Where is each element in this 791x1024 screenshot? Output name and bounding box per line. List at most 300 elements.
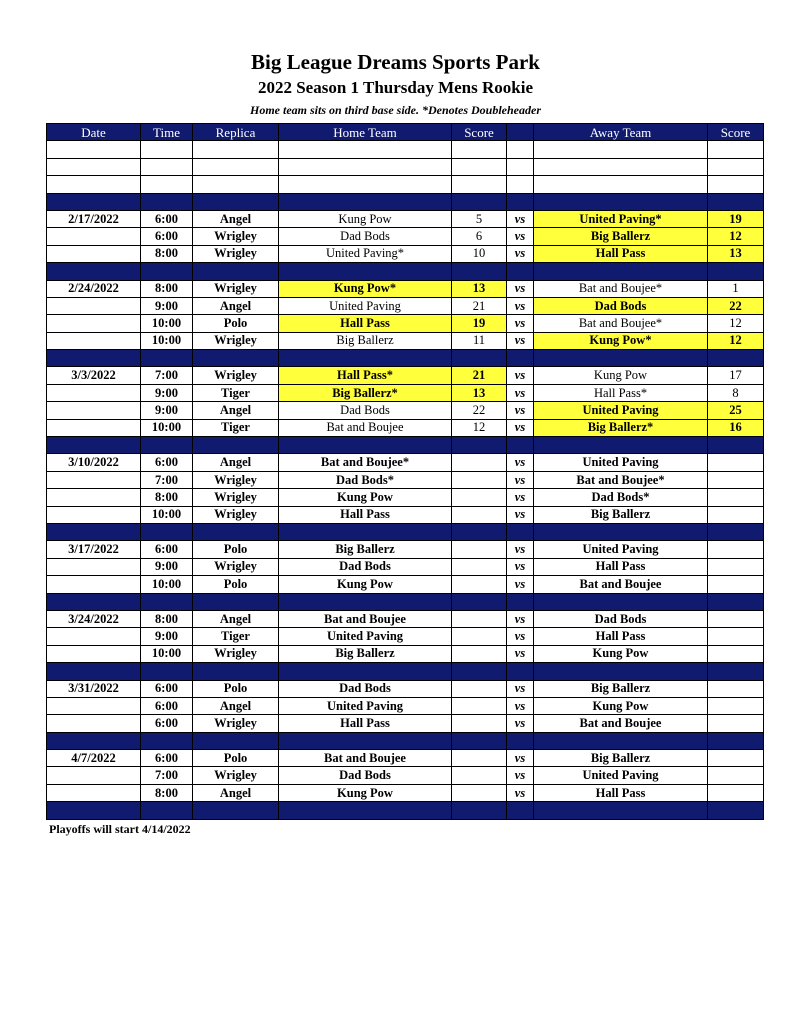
game-row bbox=[47, 750, 764, 767]
game-row bbox=[47, 332, 764, 349]
separator-cell bbox=[452, 263, 507, 280]
blank-row bbox=[47, 176, 764, 193]
vs-cell: vs bbox=[507, 628, 534, 645]
time-cell: 10:00 bbox=[141, 576, 193, 593]
time-cell: 10:00 bbox=[141, 506, 193, 523]
game-row bbox=[47, 384, 764, 401]
separator-cell bbox=[193, 350, 279, 367]
separator-cell bbox=[708, 193, 764, 210]
replica-cell: Polo bbox=[193, 315, 279, 332]
home-team-cell: Dad Bods bbox=[279, 767, 452, 784]
week-separator-row bbox=[47, 523, 764, 540]
separator-cell bbox=[141, 593, 193, 610]
separator-cell bbox=[452, 732, 507, 749]
game-row bbox=[47, 558, 764, 575]
separator-cell bbox=[708, 350, 764, 367]
week-separator-row bbox=[47, 802, 764, 819]
separator-cell bbox=[507, 732, 534, 749]
date-cell bbox=[47, 402, 141, 419]
separator-cell bbox=[507, 350, 534, 367]
vs-cell: vs bbox=[507, 454, 534, 471]
replica-cell: Wrigley bbox=[193, 245, 279, 262]
time-cell: 6:00 bbox=[141, 454, 193, 471]
away-score-cell bbox=[708, 576, 764, 593]
date-cell bbox=[47, 245, 141, 262]
blank-cell bbox=[141, 141, 193, 158]
time-cell: 6:00 bbox=[141, 715, 193, 732]
date-cell bbox=[47, 715, 141, 732]
time-cell: 9:00 bbox=[141, 558, 193, 575]
date-cell bbox=[47, 384, 141, 401]
blank-cell bbox=[708, 176, 764, 193]
time-cell: 10:00 bbox=[141, 645, 193, 662]
home-score-cell bbox=[452, 541, 507, 558]
week-separator-row bbox=[47, 193, 764, 210]
home-score-cell bbox=[452, 489, 507, 506]
vs-cell: vs bbox=[507, 228, 534, 245]
replica-cell: Wrigley bbox=[193, 506, 279, 523]
replica-cell: Wrigley bbox=[193, 489, 279, 506]
separator-cell bbox=[452, 350, 507, 367]
away-team-cell: Big Ballerz bbox=[534, 228, 708, 245]
away-team-cell: Bat and Boujee bbox=[534, 715, 708, 732]
home-team-cell: Hall Pass bbox=[279, 715, 452, 732]
away-team-cell: Kung Pow* bbox=[534, 332, 708, 349]
separator-cell bbox=[47, 263, 141, 280]
home-team-cell: Bat and Boujee* bbox=[279, 454, 452, 471]
separator-cell bbox=[534, 263, 708, 280]
time-cell: 6:00 bbox=[141, 541, 193, 558]
date-cell bbox=[47, 558, 141, 575]
blank-cell bbox=[279, 158, 452, 175]
away-team-cell: Big Ballerz bbox=[534, 750, 708, 767]
home-team-cell: Dad Bods bbox=[279, 558, 452, 575]
away-team-cell: United Paving bbox=[534, 541, 708, 558]
separator-cell bbox=[141, 193, 193, 210]
replica-cell: Polo bbox=[193, 541, 279, 558]
vs-cell: vs bbox=[507, 576, 534, 593]
replica-cell: Angel bbox=[193, 610, 279, 627]
separator-cell bbox=[47, 437, 141, 454]
away-team-cell: Hall Pass bbox=[534, 784, 708, 801]
away-team-cell: Kung Pow bbox=[534, 697, 708, 714]
vs-cell: vs bbox=[507, 280, 534, 297]
game-row bbox=[47, 228, 764, 245]
vs-cell: vs bbox=[507, 471, 534, 488]
blank-cell bbox=[708, 141, 764, 158]
away-score-cell bbox=[708, 471, 764, 488]
separator-cell bbox=[47, 593, 141, 610]
replica-cell: Angel bbox=[193, 402, 279, 419]
away-team-cell: Dad Bods* bbox=[534, 489, 708, 506]
time-cell: 10:00 bbox=[141, 315, 193, 332]
away-score-cell bbox=[708, 489, 764, 506]
separator-cell bbox=[279, 802, 452, 819]
vs-cell: vs bbox=[507, 680, 534, 697]
game-row bbox=[47, 697, 764, 714]
schedule-table bbox=[46, 123, 764, 820]
home-team-cell: Bat and Boujee bbox=[279, 610, 452, 627]
col-header-date: Date bbox=[47, 124, 141, 141]
replica-cell: Wrigley bbox=[193, 715, 279, 732]
game-row bbox=[47, 297, 764, 314]
separator-cell bbox=[279, 593, 452, 610]
away-team-cell: Hall Pass* bbox=[534, 384, 708, 401]
replica-cell: Polo bbox=[193, 750, 279, 767]
blank-cell bbox=[141, 176, 193, 193]
schedule-body bbox=[47, 141, 764, 819]
time-cell: 6:00 bbox=[141, 210, 193, 227]
separator-cell bbox=[47, 732, 141, 749]
away-score-cell: 12 bbox=[708, 315, 764, 332]
separator-cell bbox=[534, 663, 708, 680]
blank-cell bbox=[534, 141, 708, 158]
away-team-cell: Dad Bods bbox=[534, 610, 708, 627]
date-cell bbox=[47, 489, 141, 506]
game-row bbox=[47, 645, 764, 662]
replica-cell: Angel bbox=[193, 454, 279, 471]
game-row bbox=[47, 280, 764, 297]
vs-cell: vs bbox=[507, 645, 534, 662]
vs-cell: vs bbox=[507, 750, 534, 767]
schedule-note: Home team sits on third base side. *Denotes Doubleheader bbox=[250, 103, 541, 117]
home-score-cell: 22 bbox=[452, 402, 507, 419]
separator-cell bbox=[507, 663, 534, 680]
home-score-cell: 19 bbox=[452, 315, 507, 332]
time-cell: 7:00 bbox=[141, 367, 193, 384]
separator-cell bbox=[708, 437, 764, 454]
home-score-cell: 12 bbox=[452, 419, 507, 436]
home-team-cell: United Paving bbox=[279, 697, 452, 714]
col-header-vs bbox=[507, 124, 534, 141]
separator-cell bbox=[141, 437, 193, 454]
home-team-cell: Kung Pow bbox=[279, 489, 452, 506]
home-team-cell: Big Ballerz bbox=[279, 332, 452, 349]
home-team-cell: Dad Bods bbox=[279, 402, 452, 419]
blank-cell bbox=[534, 176, 708, 193]
home-score-cell bbox=[452, 506, 507, 523]
replica-cell: Wrigley bbox=[193, 645, 279, 662]
col-header-home-team: Home Team bbox=[279, 124, 452, 141]
away-team-cell: Big Ballerz bbox=[534, 680, 708, 697]
date-cell bbox=[47, 697, 141, 714]
time-cell: 6:00 bbox=[141, 228, 193, 245]
separator-cell bbox=[534, 732, 708, 749]
replica-cell: Wrigley bbox=[193, 767, 279, 784]
separator-cell bbox=[141, 732, 193, 749]
separator-cell bbox=[193, 732, 279, 749]
home-team-cell: Hall Pass bbox=[279, 315, 452, 332]
home-score-cell bbox=[452, 471, 507, 488]
separator-cell bbox=[452, 193, 507, 210]
away-score-cell bbox=[708, 541, 764, 558]
blank-cell bbox=[193, 176, 279, 193]
vs-cell: vs bbox=[507, 767, 534, 784]
date-cell: 2/17/2022 bbox=[47, 210, 141, 227]
home-team-cell: United Paving bbox=[279, 628, 452, 645]
game-row bbox=[47, 245, 764, 262]
vs-cell: vs bbox=[507, 784, 534, 801]
vs-cell: vs bbox=[507, 506, 534, 523]
home-score-cell bbox=[452, 558, 507, 575]
col-header-replica: Replica bbox=[193, 124, 279, 141]
separator-cell bbox=[452, 437, 507, 454]
time-cell: 8:00 bbox=[141, 610, 193, 627]
separator-cell bbox=[534, 593, 708, 610]
away-score-cell bbox=[708, 680, 764, 697]
separator-cell bbox=[193, 193, 279, 210]
blank-cell bbox=[47, 176, 141, 193]
home-score-cell: 5 bbox=[452, 210, 507, 227]
home-team-cell: Kung Pow* bbox=[279, 280, 452, 297]
blank-cell bbox=[193, 158, 279, 175]
vs-cell: vs bbox=[507, 367, 534, 384]
separator-cell bbox=[193, 663, 279, 680]
home-team-cell: Hall Pass bbox=[279, 506, 452, 523]
away-score-cell: 12 bbox=[708, 228, 764, 245]
away-score-cell bbox=[708, 506, 764, 523]
separator-cell bbox=[193, 523, 279, 540]
home-score-cell: 13 bbox=[452, 280, 507, 297]
replica-cell: Wrigley bbox=[193, 228, 279, 245]
date-cell bbox=[47, 628, 141, 645]
separator-cell bbox=[708, 663, 764, 680]
away-score-cell bbox=[708, 784, 764, 801]
separator-cell bbox=[708, 523, 764, 540]
game-row bbox=[47, 610, 764, 627]
home-score-cell bbox=[452, 645, 507, 662]
blank-row bbox=[47, 141, 764, 158]
home-score-cell bbox=[452, 784, 507, 801]
date-cell: 3/17/2022 bbox=[47, 541, 141, 558]
separator-cell bbox=[507, 263, 534, 280]
game-row bbox=[47, 315, 764, 332]
home-score-cell bbox=[452, 715, 507, 732]
date-cell: 3/24/2022 bbox=[47, 610, 141, 627]
separator-cell bbox=[507, 523, 534, 540]
separator-cell bbox=[279, 350, 452, 367]
home-team-cell: Kung Pow bbox=[279, 784, 452, 801]
week-separator-row bbox=[47, 593, 764, 610]
separator-cell bbox=[47, 193, 141, 210]
separator-cell bbox=[452, 802, 507, 819]
blank-cell bbox=[47, 141, 141, 158]
home-score-cell: 6 bbox=[452, 228, 507, 245]
game-row bbox=[47, 471, 764, 488]
away-score-cell bbox=[708, 767, 764, 784]
away-team-cell: Kung Pow bbox=[534, 645, 708, 662]
page-title: Big League Dreams Sports Park bbox=[251, 50, 540, 74]
page-subtitle: 2022 Season 1 Thursday Mens Rookie bbox=[257, 78, 534, 97]
date-cell bbox=[47, 784, 141, 801]
blank-cell bbox=[279, 141, 452, 158]
replica-cell: Angel bbox=[193, 210, 279, 227]
home-score-cell bbox=[452, 628, 507, 645]
home-team-cell: United Paving* bbox=[279, 245, 452, 262]
blank-cell bbox=[452, 141, 507, 158]
blank-cell bbox=[507, 141, 534, 158]
separator-cell bbox=[279, 437, 452, 454]
separator-cell bbox=[193, 802, 279, 819]
separator-cell bbox=[47, 350, 141, 367]
separator-cell bbox=[279, 193, 452, 210]
blank-cell bbox=[708, 158, 764, 175]
time-cell: 10:00 bbox=[141, 419, 193, 436]
away-team-cell: Bat and Boujee* bbox=[534, 280, 708, 297]
date-cell: 2/24/2022 bbox=[47, 280, 141, 297]
replica-cell: Wrigley bbox=[193, 332, 279, 349]
separator-cell bbox=[507, 802, 534, 819]
vs-cell: vs bbox=[507, 715, 534, 732]
replica-cell: Wrigley bbox=[193, 280, 279, 297]
date-cell bbox=[47, 315, 141, 332]
home-team-cell: Dad Bods bbox=[279, 680, 452, 697]
separator-cell bbox=[47, 663, 141, 680]
away-team-cell: United Paving bbox=[534, 767, 708, 784]
header-row bbox=[47, 124, 764, 141]
separator-cell bbox=[141, 350, 193, 367]
game-row bbox=[47, 210, 764, 227]
game-row bbox=[47, 419, 764, 436]
blank-cell bbox=[507, 158, 534, 175]
separator-cell bbox=[279, 523, 452, 540]
game-row bbox=[47, 715, 764, 732]
separator-cell bbox=[452, 523, 507, 540]
date-cell bbox=[47, 645, 141, 662]
home-score-cell: 21 bbox=[452, 297, 507, 314]
blank-cell bbox=[452, 158, 507, 175]
separator-cell bbox=[708, 802, 764, 819]
vs-cell: vs bbox=[507, 558, 534, 575]
col-header-time: Time bbox=[141, 124, 193, 141]
separator-cell bbox=[279, 663, 452, 680]
time-cell: 9:00 bbox=[141, 402, 193, 419]
blank-cell bbox=[534, 158, 708, 175]
away-score-cell bbox=[708, 715, 764, 732]
separator-cell bbox=[507, 593, 534, 610]
time-cell: 8:00 bbox=[141, 784, 193, 801]
home-team-cell: Dad Bods* bbox=[279, 471, 452, 488]
date-cell: 3/10/2022 bbox=[47, 454, 141, 471]
separator-cell bbox=[452, 593, 507, 610]
blank-cell bbox=[452, 176, 507, 193]
time-cell: 8:00 bbox=[141, 280, 193, 297]
separator-cell bbox=[534, 437, 708, 454]
time-cell: 6:00 bbox=[141, 680, 193, 697]
separator-cell bbox=[708, 263, 764, 280]
date-cell bbox=[47, 228, 141, 245]
separator-cell bbox=[534, 523, 708, 540]
home-score-cell bbox=[452, 576, 507, 593]
replica-cell: Wrigley bbox=[193, 471, 279, 488]
vs-cell: vs bbox=[507, 315, 534, 332]
away-score-cell: 22 bbox=[708, 297, 764, 314]
away-team-cell: Big Ballerz* bbox=[534, 419, 708, 436]
away-score-cell: 1 bbox=[708, 280, 764, 297]
away-score-cell bbox=[708, 628, 764, 645]
time-cell: 9:00 bbox=[141, 628, 193, 645]
date-cell: 4/7/2022 bbox=[47, 750, 141, 767]
away-team-cell: United Paving* bbox=[534, 210, 708, 227]
away-team-cell: Hall Pass bbox=[534, 558, 708, 575]
home-score-cell bbox=[452, 697, 507, 714]
vs-cell: vs bbox=[507, 210, 534, 227]
away-team-cell: Hall Pass bbox=[534, 628, 708, 645]
away-team-cell: Hall Pass bbox=[534, 245, 708, 262]
separator-cell bbox=[534, 802, 708, 819]
blank-cell bbox=[141, 158, 193, 175]
vs-cell: vs bbox=[507, 697, 534, 714]
away-score-cell bbox=[708, 750, 764, 767]
date-cell bbox=[47, 297, 141, 314]
replica-cell: Angel bbox=[193, 784, 279, 801]
home-team-cell: Big Ballerz bbox=[279, 541, 452, 558]
replica-cell: Wrigley bbox=[193, 367, 279, 384]
away-score-cell bbox=[708, 645, 764, 662]
home-team-cell: United Paving bbox=[279, 297, 452, 314]
blank-cell bbox=[47, 158, 141, 175]
time-cell: 6:00 bbox=[141, 697, 193, 714]
week-separator-row bbox=[47, 263, 764, 280]
game-row bbox=[47, 576, 764, 593]
replica-cell: Tiger bbox=[193, 419, 279, 436]
away-score-cell: 17 bbox=[708, 367, 764, 384]
replica-cell: Angel bbox=[193, 697, 279, 714]
home-team-cell: Big Ballerz* bbox=[279, 384, 452, 401]
separator-cell bbox=[141, 802, 193, 819]
game-row bbox=[47, 784, 764, 801]
home-score-cell bbox=[452, 454, 507, 471]
separator-cell bbox=[507, 193, 534, 210]
home-score-cell: 11 bbox=[452, 332, 507, 349]
home-team-cell: Bat and Boujee bbox=[279, 750, 452, 767]
vs-cell: vs bbox=[507, 419, 534, 436]
vs-cell: vs bbox=[507, 610, 534, 627]
away-score-cell bbox=[708, 697, 764, 714]
blank-cell bbox=[507, 176, 534, 193]
game-row bbox=[47, 680, 764, 697]
home-team-cell: Bat and Boujee bbox=[279, 419, 452, 436]
replica-cell: Tiger bbox=[193, 628, 279, 645]
replica-cell: Wrigley bbox=[193, 558, 279, 575]
date-cell bbox=[47, 576, 141, 593]
separator-cell bbox=[279, 263, 452, 280]
week-separator-row bbox=[47, 663, 764, 680]
away-team-cell: United Paving bbox=[534, 402, 708, 419]
separator-cell bbox=[141, 523, 193, 540]
blank-cell bbox=[193, 141, 279, 158]
home-score-cell: 10 bbox=[452, 245, 507, 262]
date-cell: 3/31/2022 bbox=[47, 680, 141, 697]
vs-cell: vs bbox=[507, 541, 534, 558]
separator-cell bbox=[534, 350, 708, 367]
blank-cell bbox=[279, 176, 452, 193]
home-score-cell bbox=[452, 750, 507, 767]
vs-cell: vs bbox=[507, 402, 534, 419]
home-score-cell: 21 bbox=[452, 367, 507, 384]
separator-cell bbox=[534, 193, 708, 210]
time-cell: 8:00 bbox=[141, 489, 193, 506]
away-team-cell: Big Ballerz bbox=[534, 506, 708, 523]
vs-cell: vs bbox=[507, 245, 534, 262]
time-cell: 8:00 bbox=[141, 245, 193, 262]
game-row bbox=[47, 454, 764, 471]
time-cell: 7:00 bbox=[141, 767, 193, 784]
date-cell bbox=[47, 471, 141, 488]
away-score-cell: 12 bbox=[708, 332, 764, 349]
home-team-cell: Kung Pow bbox=[279, 210, 452, 227]
time-cell: 7:00 bbox=[141, 471, 193, 488]
